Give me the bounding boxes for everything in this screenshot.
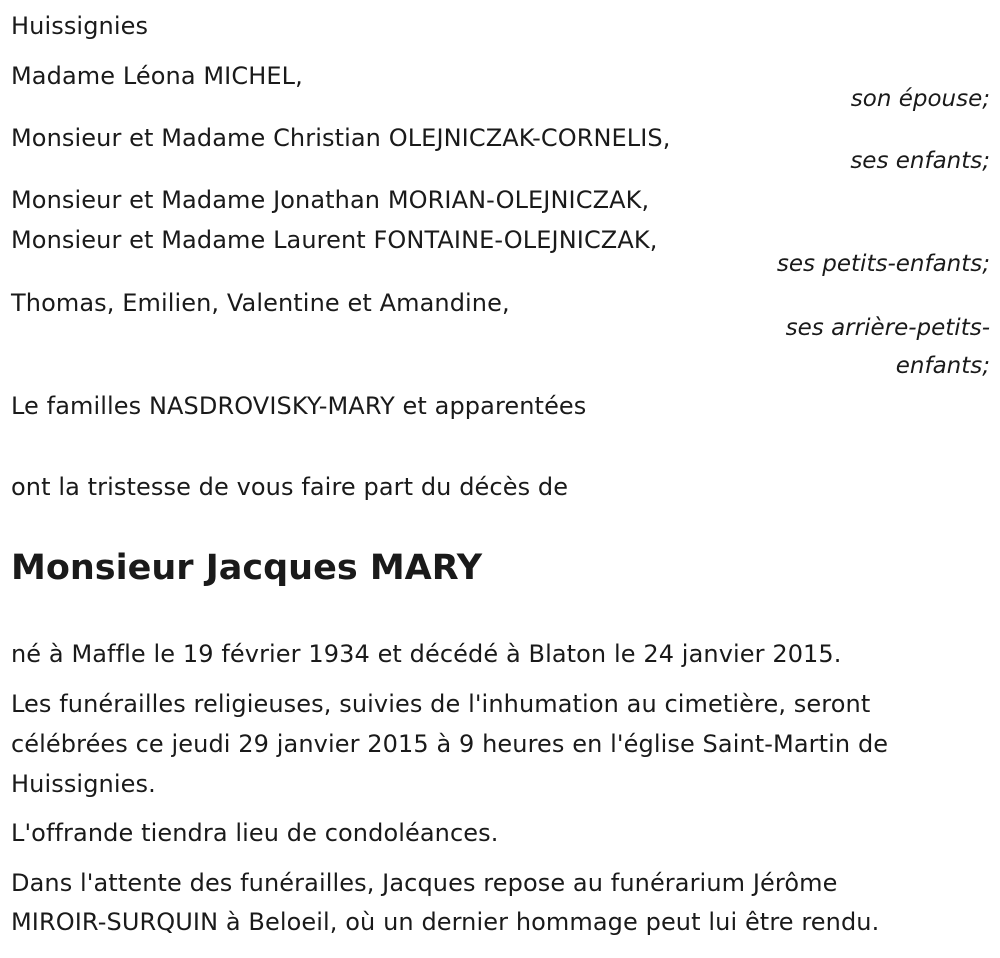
funeral-line-1: Les funérailles religieuses, suivies de l'inhumation au cimetière, seront bbox=[11, 690, 871, 718]
funeral-line-3: Huissignies. bbox=[11, 770, 156, 798]
grandchildren-name-2: Monsieur et Madame Laurent FONTAINE-OLEJNICZAK, bbox=[11, 226, 658, 254]
birth-death-line: né à Maffle le 19 février 1934 et décédé à Blaton le 24 janvier 2015. bbox=[11, 640, 842, 668]
rest-line-1: Dans l'attente des funérailles, Jacques repose au funérarium Jérôme bbox=[11, 869, 838, 897]
great-grandchildren-role-line-2: enfants; bbox=[895, 353, 990, 379]
children-names: Monsieur et Madame Christian OLEJNICZAK-CORNELIS, bbox=[11, 124, 671, 152]
grandchildren-role: ses petits-enfants; bbox=[776, 251, 990, 277]
deceased-name: Monsieur Jacques MARY bbox=[11, 548, 483, 588]
grandchildren-name-1: Monsieur et Madame Jonathan MORIAN-OLEJNICZAK, bbox=[11, 186, 650, 214]
place-name: Huissignies bbox=[11, 12, 149, 40]
announcement-text: ont la tristesse de vous faire part du décès de bbox=[11, 473, 569, 501]
great-grandchildren-role-line-1: ses arrière-petits- bbox=[785, 315, 990, 341]
offering-line: L'offrande tiendra lieu de condoléances. bbox=[11, 819, 499, 847]
families-line: Le familles NASDROVISKY-MARY et apparentées bbox=[11, 392, 587, 420]
spouse-name: Madame Léona MICHEL, bbox=[11, 62, 303, 90]
great-grandchildren-names: Thomas, Emilien, Valentine et Amandine, bbox=[11, 289, 510, 317]
spouse-role: son épouse; bbox=[850, 86, 990, 112]
children-role: ses enfants; bbox=[850, 148, 990, 174]
rest-line-2: MIROIR-SURQUIN à Beloeil, où un dernier hommage peut lui être rendu. bbox=[11, 908, 880, 936]
funeral-line-2: célébrées ce jeudi 29 janvier 2015 à 9 heures en l'église Saint-Martin de bbox=[11, 730, 889, 758]
